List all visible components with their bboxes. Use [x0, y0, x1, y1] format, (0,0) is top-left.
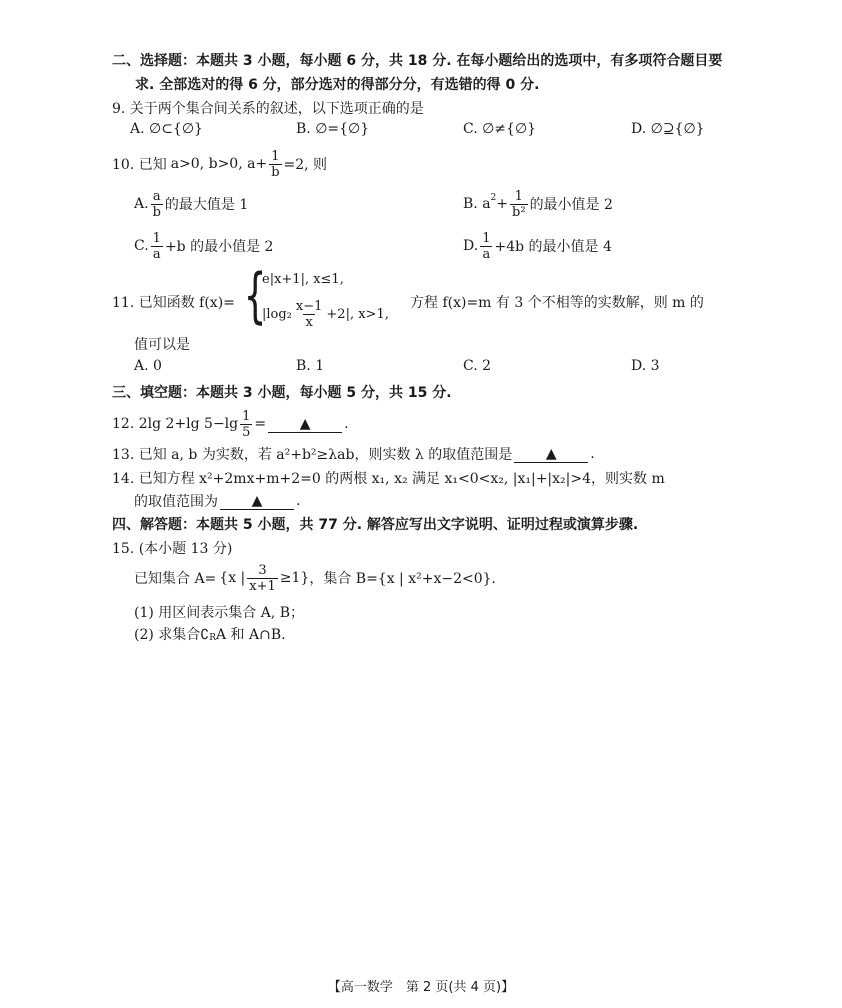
q11-line2: 值可以是	[134, 337, 190, 353]
q12	[112, 404, 349, 444]
q9-option-c: C. ∅≠{∅}	[463, 121, 537, 137]
q11-case2-tail: +2|, x>1,	[326, 306, 389, 322]
q15-stem	[134, 558, 496, 598]
q11-case2-pre: |log₂	[262, 306, 292, 322]
q10-option-d	[463, 228, 612, 264]
q12-num: 1	[242, 408, 251, 424]
q10-tail: =2, 则	[283, 157, 328, 173]
section4-title: 四、解答题：本题共 5 小题，共 77 分. 解答应写出文字说明、证明过程或演算步骤.	[112, 517, 639, 533]
q10-d-fraction	[480, 232, 492, 261]
q11-case2-den: x	[305, 314, 313, 330]
q15-ge: ≥1}	[279, 570, 310, 586]
q15-part2-text: (2) 求集合∁	[134, 627, 210, 643]
q10-a-tail: 的最大值是 1	[164, 197, 249, 213]
q14-line2-text: 的取值范围为	[134, 494, 218, 510]
q10-b-den: b²	[512, 204, 526, 220]
page-footer: 【高一数学 第 2 页(共 4 页)】	[327, 980, 515, 995]
q10-c-den: a	[152, 246, 161, 262]
q11-option-c: C. 2	[463, 358, 492, 374]
q15-head: 15. (本小题 13 分)	[112, 541, 233, 557]
q10-d-label: D.	[463, 238, 479, 254]
q13-answer-blank[interactable]	[514, 446, 588, 463]
q13	[112, 444, 595, 464]
q10-a-num: a	[152, 188, 161, 204]
q9-option-a: A. ∅⊂{∅}	[130, 121, 203, 137]
q10-c-tail: +b 的最小值是 2	[164, 239, 274, 255]
q10-stem	[112, 146, 327, 182]
q10-c-fraction	[151, 232, 163, 261]
q11-case2-num: x−1	[295, 298, 323, 314]
section2-title-cont: 求. 全部选对的得 6 分，部分选对的得部分分，有选错的得 0 分.	[135, 77, 540, 93]
q10-b-plus: +	[496, 196, 509, 212]
q10-frac-den: b	[271, 164, 280, 180]
q11-option-b: B. 1	[296, 358, 325, 374]
triangle-icon: ▲	[251, 492, 263, 509]
q14-end: .	[296, 493, 301, 509]
q15-set-open: {x |	[219, 570, 246, 586]
q10-a-den: b	[152, 204, 161, 220]
q11-case1: e|x+1|, x≤1,	[262, 272, 344, 287]
q11-option-d: D. 3	[631, 358, 660, 374]
q9-option-d: D. ∅⊇{∅}	[631, 121, 705, 137]
section2-title: 二、选择题：本题共 3 小题，每小题 6 分，共 18 分. 在每小题给出的选项中，有多项符合题目要	[112, 53, 723, 69]
q15-tail: ，集合 B={x | x²+x−2<0}.	[309, 571, 496, 587]
triangle-icon: ▲	[299, 415, 311, 432]
q9-option-b: B. ∅={∅}	[296, 121, 370, 137]
q10-b-sq: 2	[490, 193, 497, 203]
q10-fraction	[269, 150, 281, 179]
section3-title: 三、填空题：本题共 3 小题，每小题 5 分，共 15 分.	[112, 385, 452, 401]
q15-part1: (1) 用区间表示集合 A, B；	[134, 605, 305, 621]
q11-tail: 方程 f(x)=m 有 3 个不相等的实数解，则 m 的	[410, 295, 704, 311]
q15-part2-sub: R	[209, 633, 216, 643]
q11-option-a: A. 0	[134, 358, 162, 374]
q15-part2	[134, 624, 286, 644]
q10-option-b	[463, 186, 613, 222]
q11-brace: {	[243, 261, 267, 331]
q10-b-fraction	[510, 190, 528, 219]
q10-num: 10. 已知	[112, 157, 167, 173]
q13-text: 13. 已知 a, b 为实数，若 a²+b²≥λab，则实数 λ 的取值范围是	[112, 447, 513, 463]
q10-option-c	[134, 228, 273, 264]
q10-b-tail: 的最小值是 2	[529, 197, 613, 213]
q10-c-label: C.	[134, 238, 149, 254]
q12-answer-blank[interactable]	[268, 416, 342, 433]
q14-line2	[134, 491, 300, 511]
q14-answer-blank[interactable]	[220, 493, 294, 510]
q10-b-label: B. a	[463, 196, 491, 212]
q11-case2	[262, 296, 389, 332]
q11-case2-fraction	[294, 300, 325, 329]
q15-pre: 已知集合 A=	[134, 571, 217, 587]
triangle-icon: ▲	[545, 445, 557, 462]
q10-b-num: 1	[514, 188, 523, 204]
q10-option-a	[134, 186, 248, 222]
q10-d-den: a	[482, 246, 491, 262]
q9-stem: 9. 关于两个集合间关系的叙述，以下选项正确的是	[112, 101, 424, 117]
q12-eq: =	[254, 416, 267, 432]
q10-cond: a>0, b>0, a+	[170, 156, 268, 172]
q10-a-fraction	[151, 190, 163, 219]
q15-part2-tail: A 和 A∩B.	[215, 627, 286, 643]
q10-d-num: 1	[482, 230, 491, 246]
q10-a-label: A.	[134, 196, 149, 212]
q14-text: 14. 已知方程 x²+2mx+m+2=0 的两根 x₁, x₂ 满足 x₁<0<x₂, |x₁|+|x₂|>4，则实数 m	[112, 471, 665, 487]
q15-den: x+1	[249, 578, 276, 594]
q15-fraction	[247, 564, 278, 593]
q10-c-num: 1	[152, 230, 161, 246]
q10-d-tail: +4b 的最小值是 4	[494, 239, 612, 255]
q15-num: 3	[258, 562, 267, 578]
q13-end: .	[590, 446, 595, 462]
q12-pre: 12. 2lg 2+lg 5−lg	[112, 416, 239, 432]
q11-num: 11. 已知函数 f(x)=	[112, 295, 235, 311]
q12-den: 5	[242, 424, 251, 440]
q10-frac-num: 1	[271, 148, 280, 164]
q12-fraction	[240, 410, 252, 439]
q12-end: .	[344, 416, 349, 432]
